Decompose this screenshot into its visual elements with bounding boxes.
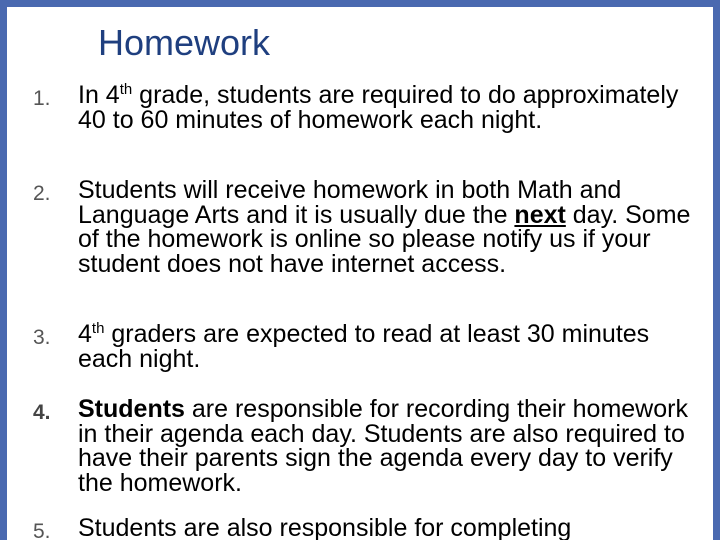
ordinal-suffix: th xyxy=(119,81,133,98)
item-number: 5. xyxy=(33,520,51,540)
item-text-start: 4 xyxy=(78,320,92,348)
item-text xyxy=(78,83,698,132)
item-text-rest: grade, students are required to do approximately 40 to 60 minutes of homework each night. xyxy=(78,81,679,134)
slide-title: Homework xyxy=(98,22,271,63)
item-text-start: Students will receive homework in both Math and Language Arts and it is usually due the xyxy=(78,176,622,229)
item-text-start: In 4 xyxy=(78,81,120,109)
item-number: 4. xyxy=(33,401,51,424)
item-text-rest: graders are expected to read at least 30 minutes each night. xyxy=(78,320,650,373)
item-text xyxy=(78,516,698,540)
item-text-rest: day. Some of the homework is online so please notify us if your student does not have internet access. xyxy=(78,200,691,278)
item-text-rest: are responsible for recording their homework in their agenda each day. Students are also required to have their parents sign the agenda every day to verify the homework. xyxy=(78,395,688,497)
slide xyxy=(7,7,713,540)
item-number: 3. xyxy=(33,326,51,349)
item-text xyxy=(78,178,698,276)
item-text-start: Students are also responsible for completing xyxy=(78,514,572,540)
item-text xyxy=(78,397,698,495)
emphasis-next: next xyxy=(514,200,566,229)
item-number: 1. xyxy=(33,87,51,110)
item-number: 2. xyxy=(33,182,51,205)
ordinal-suffix: th xyxy=(91,320,105,337)
item-text-bold: Students xyxy=(78,395,185,423)
item-text xyxy=(78,322,698,371)
